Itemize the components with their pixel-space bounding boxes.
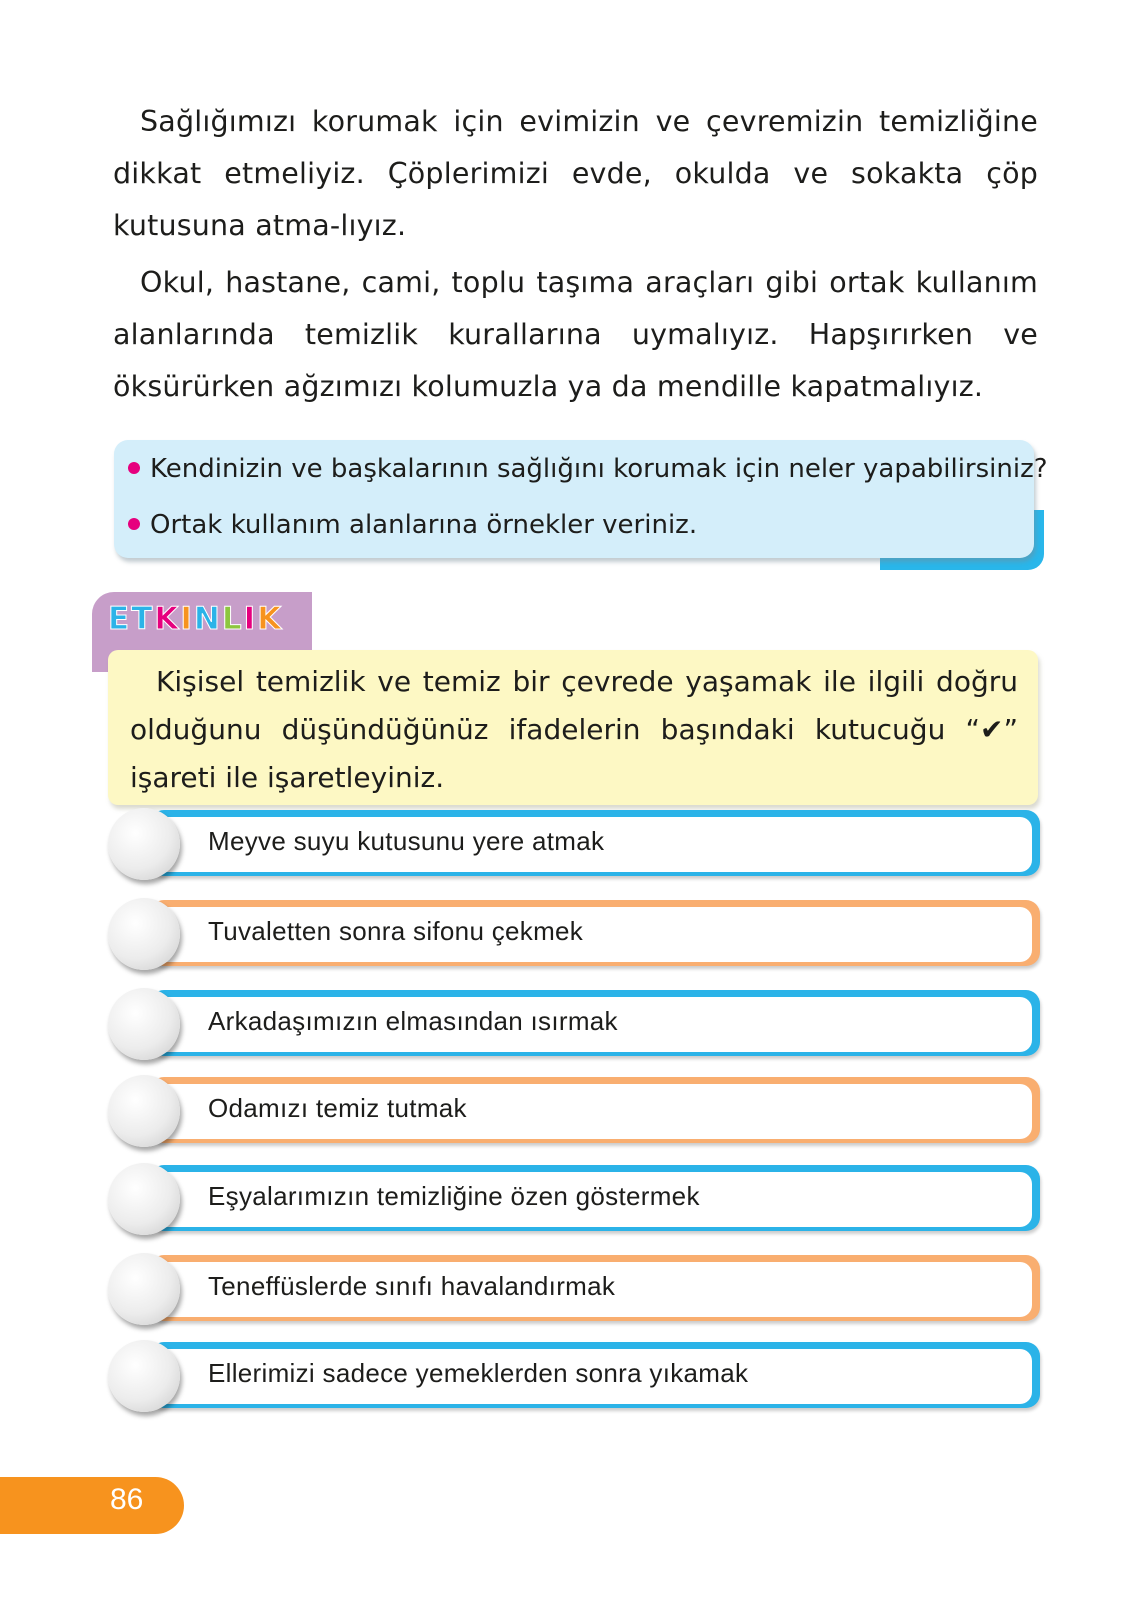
checkbox-circle[interactable]: [108, 1253, 180, 1325]
activity-instruction-box: [108, 650, 1038, 805]
question-text: Ortak kullanım alanlarına örnekler veriniz.: [150, 510, 698, 540]
checklist-item: [108, 1165, 1043, 1237]
checklist-item: [108, 1077, 1043, 1149]
intro-paragraph-1: Sağlığımızı korumak için evimizin ve çevremizin temizliğine dikkat etmeliyiz. Çöplerimizi evde, okulda ve sokakta çöp kutusuna atma-lıyız.: [113, 105, 1038, 242]
activity-title-letter: T: [131, 601, 155, 637]
activity-title-letter: K: [257, 601, 284, 637]
checkbox-circle[interactable]: [108, 1075, 180, 1147]
page-number: 86: [110, 1483, 144, 1516]
intro-paragraph-2: Okul, hastane, cami, toplu taşıma araçları gibi ortak kullanım alanlarında temizlik kurallarına uymalıyız. Hapşırırken ve öksürürken ağzımızı kolumuzla ya da mendille kapatmalıyız.: [113, 266, 1038, 403]
checklist-item: [108, 1255, 1043, 1327]
activity-instruction: Kişisel temizlik ve temiz bir çevrede yaşamak ile ilgili doğru olduğunu düşündüğünüz ifadelerin başındaki kutucuğu “✔” işareti ile işaretleyiniz.: [130, 665, 1018, 794]
question-item: [128, 452, 1048, 486]
checklist-item: [108, 990, 1043, 1062]
checkbox-circle[interactable]: [108, 1340, 180, 1412]
activity-title-letter: I: [243, 601, 258, 637]
bullet-icon: [128, 462, 140, 474]
checklist-item-label: Ellerimizi sadece yemeklerden sonra yıkamak: [208, 1358, 749, 1388]
checkbox-circle[interactable]: [108, 988, 180, 1060]
checklist-item-label: Arkadaşımızın elmasından ısırmak: [208, 1006, 618, 1036]
question-item: [128, 508, 697, 542]
bullet-icon: [128, 518, 140, 530]
activity-title-letter: N: [193, 601, 222, 637]
checklist-item-label: Odamızı temiz tutmak: [208, 1093, 467, 1123]
checklist-item-label: Meyve suyu kutusunu yere atmak: [208, 826, 605, 856]
checklist-item-label: Teneffüslerde sınıfı havalandırmak: [208, 1271, 616, 1301]
checklist-item: [108, 1342, 1043, 1414]
checklist-item-label: Eşyalarımızın temizliğine özen göstermek: [208, 1181, 700, 1211]
checklist-item-label: Tuvaletten sonra sifonu çekmek: [208, 916, 584, 946]
question-text: Kendinizin ve başkalarının sağlığını korumak için neler yapabilirsiniz?: [150, 454, 1048, 484]
checkbox-circle[interactable]: [108, 808, 180, 880]
activity-title-letter: I: [180, 601, 194, 637]
page-number-tab: [0, 1477, 184, 1534]
activity-title-letter: L: [221, 601, 244, 637]
checklist-item: [108, 900, 1043, 972]
checklist-item: [108, 810, 1043, 882]
question-box: [114, 440, 1048, 558]
activity-title: [108, 601, 283, 637]
activity-title-letter: K: [154, 601, 181, 637]
activity-title-letter: E: [108, 601, 132, 637]
checkbox-circle[interactable]: [108, 898, 180, 970]
checkbox-circle[interactable]: [108, 1163, 180, 1235]
